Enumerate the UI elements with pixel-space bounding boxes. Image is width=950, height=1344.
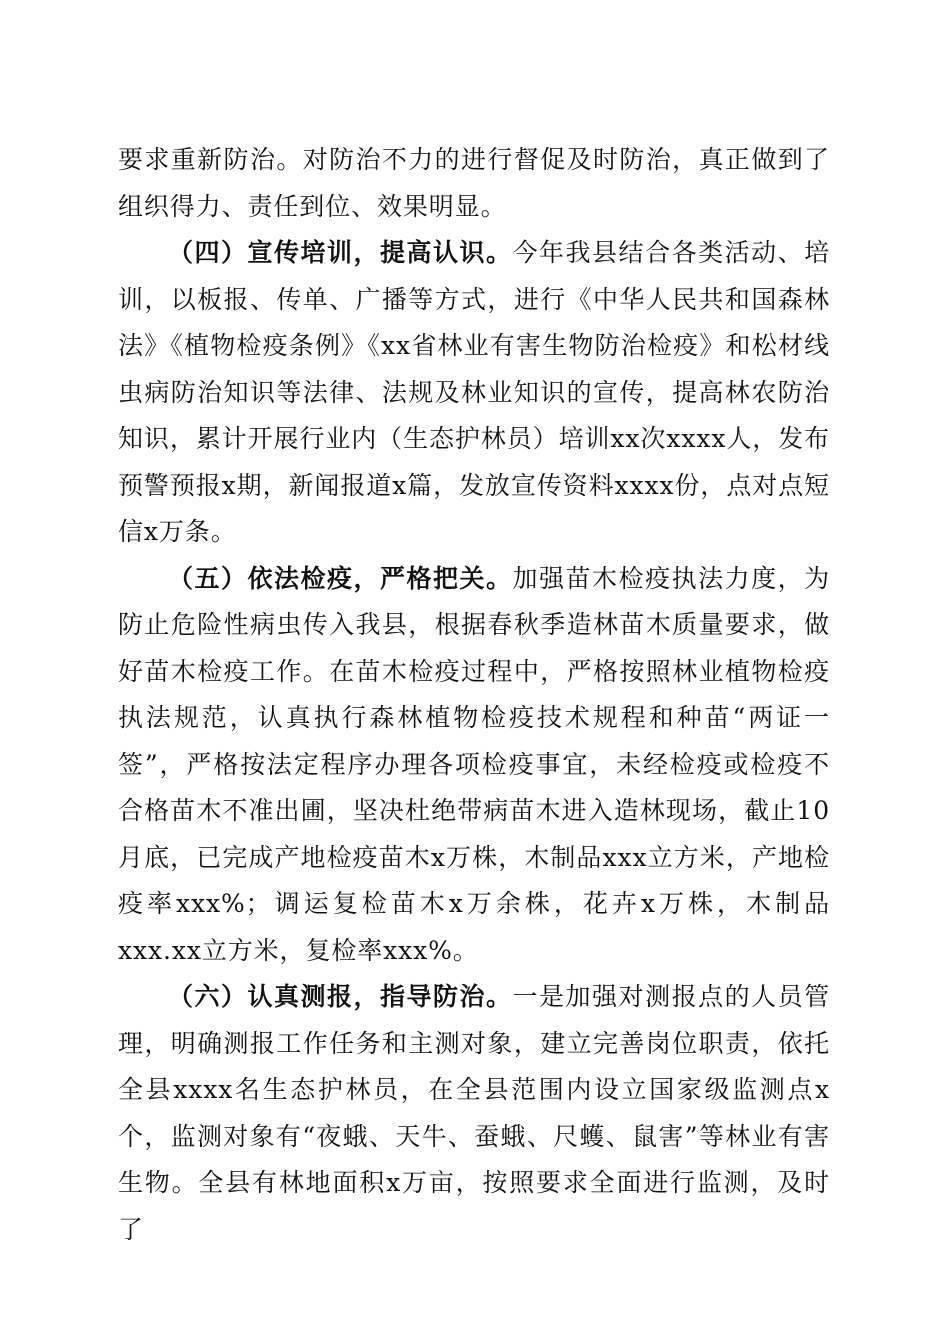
- paragraph-body: 今年我县结合各类活动、培训，以板报、传单、广播等方式，进行《中华人民共和国森林法》《植物检疫条例》《xx省林业有害生物防治检疫》和松材线虫病防治知识等法律、法规及林业知识的宣传，提高林农防治知识，累计开展行业内（生态护林员）培训xx次xxxx人，发布预警预报x期，新闻报道x篇，发放宣传资料xxxx份，点对点短信x万条。: [118, 238, 830, 546]
- paragraph-continuation: [118, 137, 830, 230]
- paragraph-section-5: [118, 556, 830, 975]
- section-heading: （五）依法检疫，严格把关。: [168, 563, 513, 593]
- section-heading: （四）宣传培训，提高认识。: [168, 238, 513, 267]
- document-page: [118, 137, 830, 1253]
- paragraph-section-4: [118, 230, 830, 556]
- paragraph-section-6: [118, 974, 830, 1253]
- paragraph-body: 一是加强对测报点的人员管理，明确测报工作任务和主测对象，建立完善岗位职责，依托全县xxxx名生态护林员，在全县范围内设立国家级监测点x个，监测对象有“夜蛾、天牛、蚕蛾、尺蠖、鼠害”等林业有害生物。全县有林地面积x万亩，按照要求全面进行监测，及时了: [118, 982, 830, 1244]
- paragraph-body: 要求重新防治。对防治不力的进行督促及时防治，真正做到了组织得力、责任到位、效果明显。: [118, 145, 830, 221]
- paragraph-body: 加强苗木检疫执法力度，为防止危险性病虫传入我县，根据春秋季造林苗木质量要求，做好苗木检疫工作。在苗木检疫过程中，严格按照林业植物检疫执法规范，认真执行森林植物检疫技术规程和种苗“两证一签”，严格按法定程序办理各项检疫事宜，未经检疫或检疫不合格苗木不准出圃，坚决杜绝带病苗木进入造林现场，截止10月底，已完成产地检疫苗木x万株，木制品xxx立方米，产地检疫率xxx%；调运复检苗木x万余株，花卉x万株，木制品xxx.xx立方米，复检率xxx%。: [118, 563, 830, 965]
- section-heading: （六）认真测报，指导防治。: [168, 982, 513, 1011]
